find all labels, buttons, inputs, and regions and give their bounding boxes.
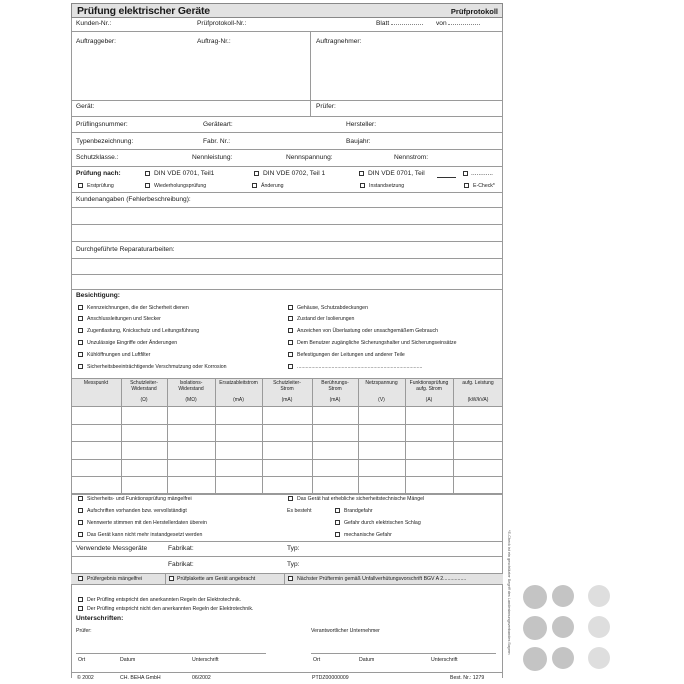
besichtigung-left-checkbox[interactable] bbox=[78, 352, 83, 357]
pruefplakette-label: Prüfplakette am Gerät angebracht bbox=[177, 576, 256, 582]
table-column-header: Funktionsprüfung aufg. Strom bbox=[409, 380, 449, 392]
result-left-label: Aufschriften vorhanden bzw. vervollständigt bbox=[87, 508, 187, 514]
table-column-unit: (mA) bbox=[281, 397, 293, 403]
typ-label-2: Typ: bbox=[287, 561, 300, 568]
table-cell[interactable] bbox=[262, 441, 312, 459]
divider bbox=[71, 132, 503, 133]
table-column-unit: (mA) bbox=[233, 397, 244, 403]
nennstrom-label: Nennstrom: bbox=[394, 154, 429, 161]
other-norm-label: ............ bbox=[471, 170, 493, 177]
regeln-ja-label: Der Prüfling entspricht den anerkannten Regeln der Elektrotechnik. bbox=[87, 597, 241, 603]
table-cell[interactable] bbox=[167, 424, 215, 442]
divider bbox=[71, 289, 503, 290]
form-title: Prüfung elektrischer Geräte bbox=[77, 5, 210, 17]
auftraggeber-label: Auftraggeber: bbox=[76, 38, 116, 45]
din-0701-label: DIN VDE 0701, Teil1 bbox=[154, 170, 215, 177]
table-cell[interactable] bbox=[358, 424, 405, 442]
besichtigung-left-label: Unzulässige Eingriffe oder Änderungen bbox=[87, 340, 178, 346]
instandsetzung-label: Instandsetzung bbox=[369, 183, 405, 189]
table-column-unit: (V) bbox=[378, 397, 385, 403]
pruefling-label: Prüflingsnummer: bbox=[76, 121, 128, 128]
divider bbox=[71, 672, 503, 673]
form-type: Prüfprotokoll bbox=[450, 7, 498, 16]
table-cell[interactable] bbox=[262, 476, 312, 494]
besichtigung-left-checkbox[interactable] bbox=[78, 305, 83, 310]
table-cell[interactable] bbox=[405, 406, 453, 424]
e-check-checkbox[interactable] bbox=[464, 183, 469, 188]
besichtigung-right-label: Anzeichen von Überlastung oder unsachgemäßem Gebrauch bbox=[297, 328, 439, 334]
besichtigung-left-checkbox[interactable] bbox=[78, 328, 83, 333]
table-cell[interactable] bbox=[312, 459, 358, 477]
besichtigung-right-label: Dem Benutzer zugängliche Sicherungshalter und Sicherungseinsätze bbox=[297, 340, 457, 346]
side-note: *E-Check ist ein geschützter Begriff des Landesinnungsverbandes Bayern bbox=[507, 530, 511, 655]
blatt-label: Blatt bbox=[376, 20, 423, 27]
unternehmer-signature-line[interactable] bbox=[311, 653, 496, 654]
besichtigung-right-checkbox[interactable] bbox=[288, 305, 293, 310]
table-column-header: Schutzleiter- Widerstand bbox=[130, 380, 158, 392]
wiederholung-label: Wiederholungsprüfung bbox=[154, 183, 207, 189]
brandgefahr-label: Brandgefahr bbox=[344, 508, 373, 514]
wiederholung-checkbox[interactable] bbox=[145, 183, 150, 188]
unterschrift-label-2: Unterschrift bbox=[431, 657, 458, 663]
din-0701-teil-checkbox[interactable] bbox=[359, 171, 364, 176]
table-cell[interactable] bbox=[453, 406, 503, 424]
table-cell[interactable] bbox=[71, 459, 121, 477]
din-0702-checkbox[interactable] bbox=[254, 171, 259, 176]
pruefergebnis-label: Prüfergebnis mängelfrei bbox=[87, 576, 143, 582]
table-cell[interactable] bbox=[453, 476, 503, 494]
result-left-label: Das Gerät kann nicht mehr instandgesetzt werden bbox=[87, 532, 203, 538]
table-cell[interactable] bbox=[358, 459, 405, 477]
besichtigung-right-checkbox[interactable] bbox=[288, 340, 293, 345]
divider bbox=[165, 573, 166, 585]
result-left-label: Nennwerte stimmen mit den Herstellerdaten überein bbox=[87, 520, 207, 526]
divider bbox=[71, 116, 503, 117]
besichtigung-right-label: Zustand der Isolierungen bbox=[297, 316, 355, 322]
pruefermin-label: Nächster Prüftermin gemäß Unfallverhütungsvorschrift BGV A 2................ bbox=[297, 576, 467, 582]
table-cell[interactable] bbox=[71, 406, 121, 424]
maengel-label: Das Gerät hat erhebliche sicherheitstechnische Mängel bbox=[297, 496, 425, 502]
pruefprotokoll-nr-label: Prüfprotokoll-Nr.: bbox=[197, 20, 247, 27]
regeln-ja-checkbox[interactable] bbox=[78, 597, 83, 602]
table-cell[interactable] bbox=[405, 476, 453, 494]
datum-label-1: Datum bbox=[120, 657, 136, 663]
besichtigung-left-label: Kühlöffnungen und Luftfilter bbox=[87, 352, 151, 358]
fabrikat-label-2: Fabrikat: bbox=[168, 561, 194, 568]
table-column-header: Schutzleiter- Strom bbox=[273, 380, 301, 392]
hersteller-label: Hersteller: bbox=[346, 121, 377, 128]
table-cell[interactable] bbox=[121, 406, 167, 424]
besichtigung-left-label: Kennzeichnungen, die der Sicherheit dienen bbox=[87, 305, 189, 311]
messgeraete-label: Verwendete Messgeräte bbox=[76, 545, 148, 552]
table-cell[interactable] bbox=[358, 441, 405, 459]
table-cell[interactable] bbox=[71, 476, 121, 494]
auftrag-nr-label: Auftrag-Nr.: bbox=[197, 38, 231, 45]
aenderung-label: Änderung bbox=[261, 183, 284, 189]
din-0702-label: DIN VDE 0702, Teil 1 bbox=[263, 170, 326, 177]
kundenangaben-label: Kundenangaben (Fehlerbeschreibung): bbox=[76, 196, 191, 203]
fabrikat-label-1: Fabrikat: bbox=[168, 545, 194, 552]
aenderung-checkbox[interactable] bbox=[252, 183, 257, 188]
kundenangaben-line-1[interactable] bbox=[71, 207, 503, 208]
table-cell[interactable] bbox=[167, 459, 215, 477]
kundenangaben-line-2[interactable] bbox=[71, 224, 503, 225]
baujahr-label: Baujahr: bbox=[346, 138, 371, 145]
table-cell[interactable] bbox=[312, 476, 358, 494]
pruefplakette-checkbox[interactable] bbox=[169, 576, 174, 581]
table-column-header: Berührungs- Strom bbox=[321, 380, 349, 392]
table-cell[interactable] bbox=[215, 459, 262, 477]
table-column-header: Isolations- Widerstand bbox=[178, 380, 204, 392]
table-cell[interactable] bbox=[215, 406, 262, 424]
footer-firm: CH. BEHA GmbH bbox=[120, 675, 161, 681]
besichtigung-left-label: Anschlussleitungen und Stecker bbox=[87, 316, 161, 322]
form-header bbox=[71, 3, 503, 18]
din-0701-teil-label: DIN VDE 0701, Teil bbox=[368, 170, 425, 177]
table-cell[interactable] bbox=[71, 441, 121, 459]
pruefergebnis-checkbox[interactable] bbox=[78, 576, 83, 581]
table-column-unit: (A) bbox=[425, 397, 433, 403]
table-cell[interactable] bbox=[121, 424, 167, 442]
table-cell[interactable] bbox=[121, 476, 167, 494]
din-0701-checkbox[interactable] bbox=[145, 171, 150, 176]
divider bbox=[71, 241, 503, 242]
besichtigung-left-label: Sicherheitsbeeinträchtigende Verschmutzung oder Korrosion bbox=[87, 364, 227, 370]
reparatur-label: Durchgeführte Reparaturarbeiten: bbox=[76, 246, 175, 253]
elektrisch-checkbox[interactable] bbox=[335, 520, 340, 525]
regeln-nein-checkbox[interactable] bbox=[78, 606, 83, 611]
result-left-checkbox[interactable] bbox=[78, 496, 83, 501]
table-cell[interactable] bbox=[358, 476, 405, 494]
table-cell[interactable] bbox=[312, 424, 358, 442]
maengel-checkbox[interactable] bbox=[288, 496, 293, 501]
table-cell[interactable] bbox=[215, 476, 262, 494]
divider bbox=[284, 573, 285, 585]
pruefer-signature-line[interactable] bbox=[76, 653, 266, 654]
reparatur-line-2[interactable] bbox=[71, 274, 503, 275]
mechanisch-label: mechanische Gefahr bbox=[344, 532, 392, 538]
kunden-nr-label: Kunden-Nr.: bbox=[76, 20, 112, 27]
es-besteht-label: Es besteht bbox=[287, 508, 312, 514]
besichtigung-right-checkbox[interactable] bbox=[288, 316, 293, 321]
table-cell[interactable] bbox=[71, 424, 121, 442]
ort-label-2: Ort bbox=[313, 657, 321, 663]
table-cell[interactable] bbox=[167, 441, 215, 459]
teil-blank[interactable] bbox=[437, 177, 456, 178]
divider bbox=[71, 541, 503, 542]
divider bbox=[71, 149, 503, 150]
result-left-checkbox[interactable] bbox=[78, 520, 83, 525]
besichtigung-right-label: ....................................................................................... bbox=[297, 364, 423, 370]
table-cell[interactable] bbox=[121, 441, 167, 459]
table-cell[interactable] bbox=[453, 459, 503, 477]
besichtigung-right-checkbox[interactable] bbox=[288, 352, 293, 357]
table-cell[interactable] bbox=[262, 406, 312, 424]
ort-label-1: Ort bbox=[78, 657, 86, 663]
pruefer-sign-label: Prüfer: bbox=[76, 628, 92, 634]
footer-best-nr: Best. Nr.: 1279 bbox=[450, 675, 485, 681]
table-column-unit: (kW/kVA) bbox=[467, 397, 489, 403]
fabr-label: Fabr. Nr.: bbox=[203, 138, 231, 145]
nennspannung-label: Nennspannung: bbox=[286, 154, 333, 161]
divider bbox=[71, 166, 503, 167]
table-cell[interactable] bbox=[312, 441, 358, 459]
von-label: von bbox=[436, 20, 480, 27]
instandsetzung-checkbox[interactable] bbox=[360, 183, 365, 188]
verantw-label: Verantwortlicher Unternehmer bbox=[311, 628, 380, 634]
erstpruefung-checkbox[interactable] bbox=[78, 183, 83, 188]
divider bbox=[71, 494, 503, 495]
result-left-checkbox[interactable] bbox=[78, 532, 83, 537]
geraeteart-label: Geräteart: bbox=[203, 121, 233, 128]
erstpruefung-label: Erstprüfung bbox=[87, 183, 114, 189]
unterschrift-label-1: Unterschrift bbox=[192, 657, 219, 663]
regeln-nein-label: Der Prüfling entspricht nicht den anerkannten Regeln der Elektrotechnik. bbox=[87, 606, 254, 612]
schutzklasse-label: Schutzklasse.: bbox=[76, 154, 119, 161]
table-cell[interactable] bbox=[167, 476, 215, 494]
table-column-header: Netzspannung bbox=[365, 380, 398, 386]
reparatur-line-1[interactable] bbox=[71, 258, 503, 259]
table-cell[interactable] bbox=[121, 459, 167, 477]
table-cell[interactable] bbox=[262, 459, 312, 477]
besichtigung-right-checkbox[interactable] bbox=[288, 364, 293, 369]
mechanisch-checkbox[interactable] bbox=[335, 532, 340, 537]
brandgefahr-checkbox[interactable] bbox=[335, 508, 340, 513]
table-column-header: Messpunkt bbox=[83, 380, 109, 386]
table-cell[interactable] bbox=[215, 424, 262, 442]
result-left-checkbox[interactable] bbox=[78, 508, 83, 513]
divider bbox=[310, 31, 311, 117]
besichtigung-right-label: Befestigungen der Leitungen und anderer Teile bbox=[297, 352, 405, 358]
besichtigung-left-checkbox[interactable] bbox=[78, 316, 83, 321]
besichtigung-left-label: Zugentlastung, Knickschutz und Leitungsführung bbox=[87, 328, 200, 334]
geraet-label: Gerät: bbox=[76, 103, 95, 110]
divider bbox=[71, 556, 503, 557]
footer-code: PTDZ00000009 bbox=[312, 675, 349, 681]
table-cell[interactable] bbox=[405, 441, 453, 459]
table-cell[interactable] bbox=[405, 424, 453, 442]
besichtigung-right-checkbox[interactable] bbox=[288, 328, 293, 333]
table-cell[interactable] bbox=[312, 406, 358, 424]
pruefung-nach-label: Prüfung nach: bbox=[76, 170, 121, 177]
divider bbox=[71, 192, 503, 193]
typ-label-1: Typ: bbox=[287, 545, 300, 552]
table-column-header: Ersatzableitstrom bbox=[219, 380, 258, 386]
table-cell[interactable] bbox=[358, 406, 405, 424]
result-left-label: Sicherheits- und Funktionsprüfung mängelfrei bbox=[87, 496, 192, 502]
table-cell[interactable] bbox=[215, 441, 262, 459]
unterschriften-label: Unterschriften: bbox=[76, 615, 124, 622]
e-check-label: E-Check* bbox=[473, 183, 495, 189]
table-cell[interactable] bbox=[405, 459, 453, 477]
besichtigung-left-checkbox[interactable] bbox=[78, 340, 83, 345]
table-cell[interactable] bbox=[453, 441, 503, 459]
besichtigung-left-checkbox[interactable] bbox=[78, 364, 83, 369]
table-cell[interactable] bbox=[453, 424, 503, 442]
table-column-unit: (Ω) bbox=[140, 397, 148, 403]
divider bbox=[71, 31, 503, 32]
table-column-unit: (MΩ) bbox=[185, 397, 197, 403]
typ-label: Typenbezeichnung: bbox=[76, 138, 134, 145]
other-norm-checkbox[interactable] bbox=[463, 171, 468, 176]
pruefer-label: Prüfer: bbox=[316, 103, 336, 110]
nennleistung-label: Nennleistung: bbox=[192, 154, 233, 161]
table-cell[interactable] bbox=[262, 424, 312, 442]
footer-date: 06/2002 bbox=[192, 675, 211, 681]
divider bbox=[71, 100, 503, 101]
auftragnehmer-label: Auftragnehmer: bbox=[316, 38, 362, 45]
footer-copyright: © 2002 bbox=[77, 675, 94, 681]
besichtigung-right-label: Gehäuse, Schutzabdeckungen bbox=[297, 305, 368, 311]
datum-label-2: Datum bbox=[359, 657, 375, 663]
besichtigung-label: Besichtigung: bbox=[76, 292, 120, 299]
pruefermin-checkbox[interactable] bbox=[288, 576, 293, 581]
table-cell[interactable] bbox=[167, 406, 215, 424]
elektrisch-label: Gefahr durch elektrischen Schlag bbox=[344, 520, 421, 526]
table-column-header: aufg. Leistung bbox=[462, 380, 494, 386]
table-column-unit: (mA) bbox=[329, 397, 341, 403]
